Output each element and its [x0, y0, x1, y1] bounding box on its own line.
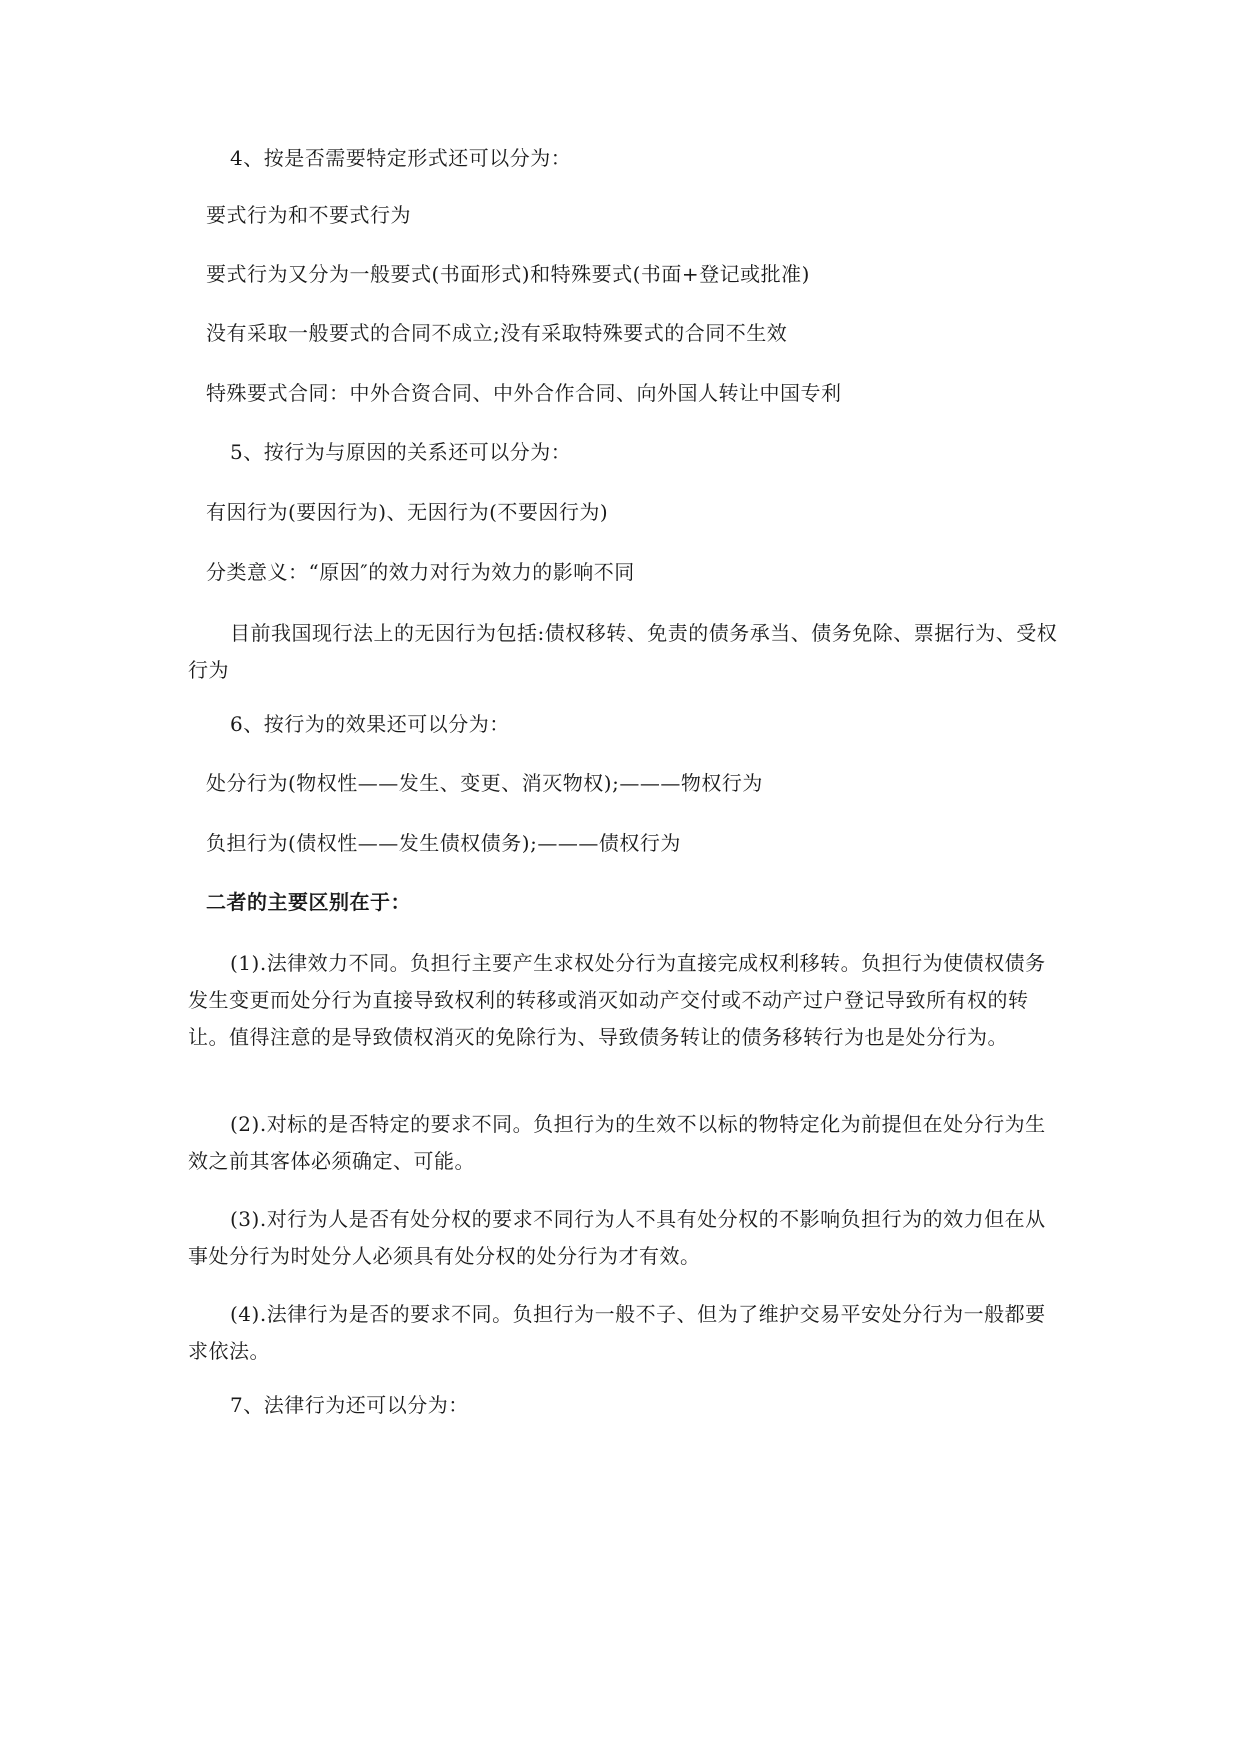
- text-line-last: 7、法律行为还可以分为：: [230, 1393, 469, 1417]
- section-heading: 二者的主要区别在于：: [206, 890, 411, 914]
- text-line-2: 要式行为和不要式行为: [206, 203, 411, 227]
- paragraph-3: (3).对行为人是否有处分权的要求不同行为人不具有处分权的不影响负担行为的效力但在从事处分行为时处分人必须具有处分权的处分行为才有效。: [188, 1207, 1046, 1268]
- text-line-9: 6、按行为的效果还可以分为：: [230, 712, 510, 736]
- text-line-6: 5、按行为与原因的关系还可以分为：: [230, 440, 572, 464]
- text-line-11: 负担行为(债权性——发生债权债务);———债权行为: [206, 831, 681, 855]
- text-line-5: 特殊要式合同：中外合资合同、中外合作合同、向外国人转让中国专利: [206, 381, 842, 405]
- paragraph-1: (1).法律效力不同。负担行主要产生求权处分行为直接完成权利移转。负担行为使债权债务发生变更而处分行为直接导致权利的转移或消灭如动产交付或不动产过户登记导致所有权的转让。值得注意的是导致债权消灭的免除行为、导致债务转让的债务移转行为也是处分行为。: [188, 951, 1046, 1049]
- text-line-8: 分类意义：“原因″的效力对行为效力的影响不同: [206, 560, 635, 584]
- text-line-7: 有因行为(要因行为)、无因行为(不要因行为): [206, 500, 609, 524]
- text-line-1: 4、按是否需要特定形式还可以分为：: [230, 146, 572, 170]
- paragraph-wuyin: 目前我国现行法上的无因行为包括:债权移转、免责的债务承当、债务免除、票据行为、受权行为: [188, 621, 1058, 682]
- paragraph-4: (4).法律行为是否的要求不同。负担行为一般不子、但为了维护交易平安处分行为一般都要求依法。: [188, 1302, 1046, 1363]
- text-line-3: 要式行为又分为一般要式(书面形式)和特殊要式(书面+登记或批准): [206, 262, 810, 286]
- text-line-10: 处分行为(物权性——发生、变更、消灭物权);———物权行为: [206, 771, 763, 795]
- text-line-4: 没有采取一般要式的合同不成立;没有采取特殊要式的合同不生效: [206, 321, 788, 345]
- paragraph-2: (2).对标的是否特定的要求不同。负担行为的生效不以标的物特定化为前提但在处分行为生效之前其客体必须确定、可能。: [188, 1112, 1046, 1173]
